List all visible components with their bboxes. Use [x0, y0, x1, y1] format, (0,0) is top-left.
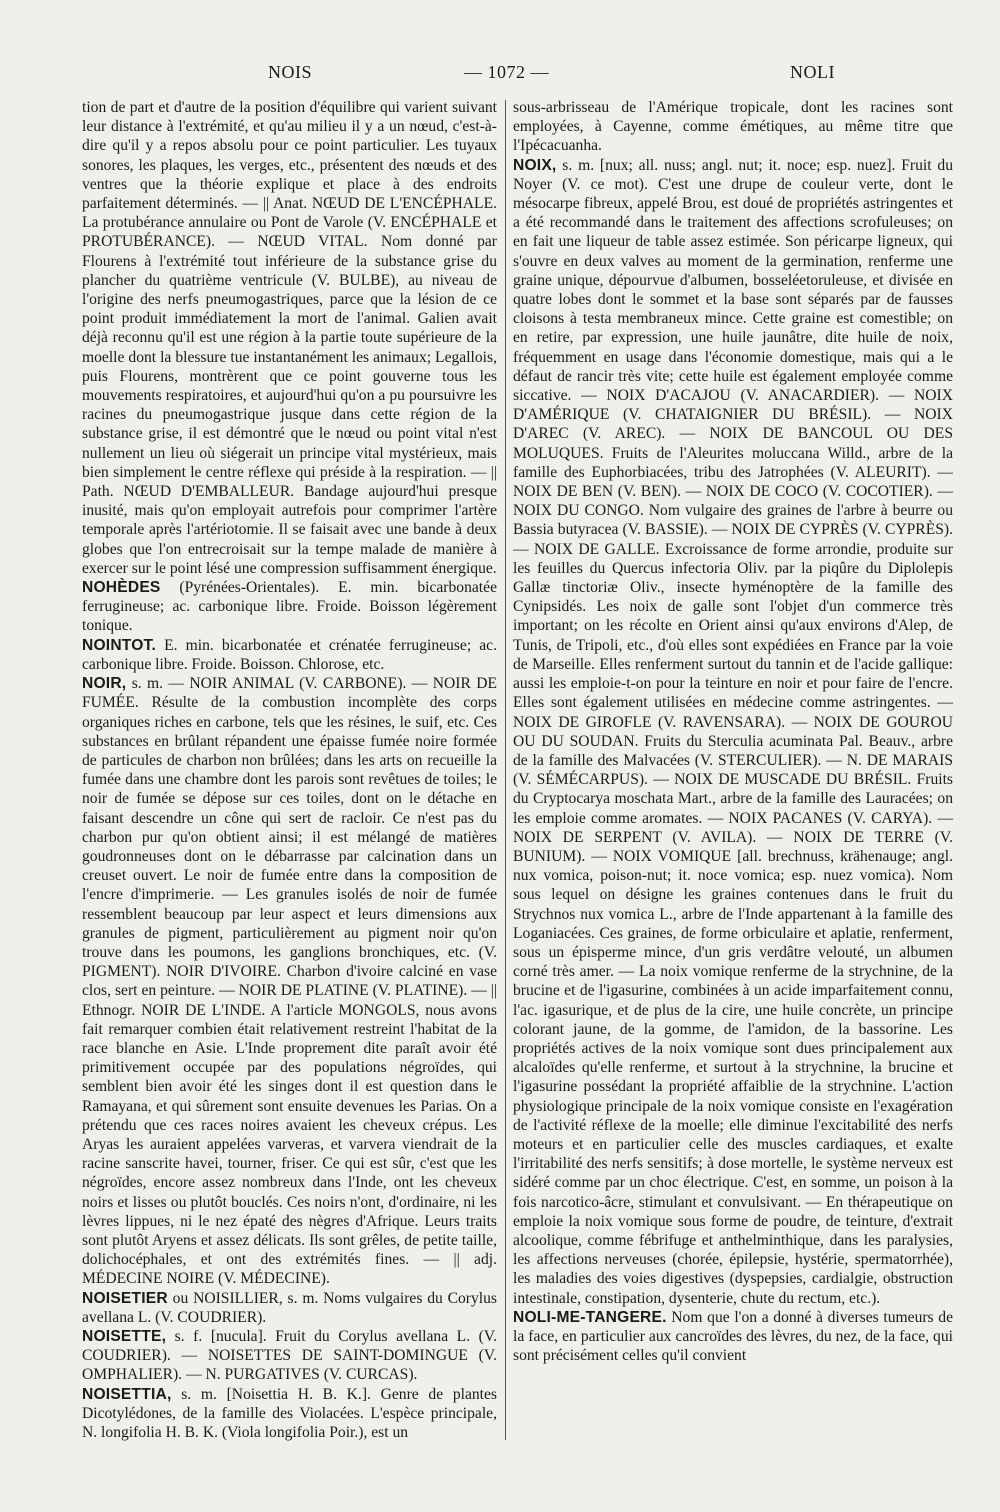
entry-head: NOISETTIA,: [82, 1385, 172, 1403]
entry-paragraph: [82, 578, 497, 636]
entry-paragraph: [82, 1289, 497, 1327]
entry-text: ou NOISILLIER, s. m. Noms vulgaires du Corylus avellana L. (V. COUDRIER).: [82, 1289, 497, 1326]
entry-text: s. f. [nucula]. Fruit du Corylus avellana L. (V. COUDRIER). — NOISETTES DE SAINT-DOMINGUE (V. OMPHALIER). — N. PURGATIVES (V. CURCAS).: [82, 1328, 497, 1384]
entry-paragraph: [513, 156, 953, 1308]
entry-text: s. m. — NOIR ANIMAL (V. CARBONE). — NOIR DE FUMÉE. Résulte de la combustion incomplète des corps organiques riches en carbone, tels que les résines, le suif, etc. Ces substances en brûlant répandent une épaisse fumée noire formée de particules de charbon non brûlées; dans les arts on recueille la fumée dans une chambre dont les parois sont revêtues de toiles; le noir de fumée se dépose sur ces toiles, dont on le détache en faisant descendre un cône qui sert de racloir. Ce n'est pas du charbon pur qu'on obtient ainsi; il est mélangé de matières goudronneuses dont on le débarrasse par calcination dans un creuset ouvert. Le noir de fumée entre dans la composition de l'encre d'imprimerie. — Les granules isolés de noir de fumée ressemblent beaucoup par leur aspect et leurs dimensions aux granules de pigment, particulièrement au pigment noir qu'on trouve dans les poumons, les ganglions bronchiques, etc. (V. PIGMENT). NOIR D'IVOIRE. Charbon d'ivoire calciné en vase clos, sert en peinture. — NOIR DE PLATINE (V. PLATINE). — || Ethnogr. NOIR DE L'INDE. A l'article MONGOLS, nous avons fait remarquer combien était relativement restreint l'habitat de la race blanche en Asie. L'Inde proprement dite paraît avoir été primitivement occupée par des populations négroïdes, qui semblent bien avoir été les singes dont il est question dans le Ramayana, et qui sûrement sont ensuite devenues les Parias. On a prétendu que ces races noires avaient les cheveux crépus. Les Aryas les auraient appelées varveras, et varvera viendrait de la racine sanscrite havei, tourner, friser. Ce qui est sûr, c'est que les négroïdes, encore assez nombreux dans l'Inde, ont les cheveux noirs et lisses ou plutôt bouclés. Ces noirs n'ont, d'ordinaire, ni les lèvres lippues, ni le nez épaté des nègres d'Afrique. Leurs traits sont plutôt Aryens et assez délicats. Ils sont grêles, de petite taille, dolichocéphales, et ont des extrémités fines. — || adj. MÉDECINE NOIRE (V. MÉDECINE).: [82, 675, 497, 1288]
header-left-word: NOIS: [268, 62, 313, 82]
entry-head: NOISETIER: [82, 1289, 168, 1307]
entry-paragraph: [513, 98, 953, 156]
entry-head: NOINTOT.: [82, 636, 157, 654]
entry-text: E. min. bicarbonatée et crénatée ferrugineuse; ac. carbonique libre. Froide. Boisson. Chlorose, etc.: [82, 636, 497, 673]
page-header: [60, 62, 940, 88]
entry-text: Nom que l'on a donné à diverses tumeurs de la face, en particulier aux cancroïdes des lèvres, du nez, de la face, qui sont précisément celles qu'il convient: [513, 1308, 953, 1365]
entry-paragraph: [82, 98, 497, 578]
entry-text: (Pyrénées-Orientales). E. min. bicarbonatée ferrugineuse; ac. carbonique libre. Froide. Boisson légèrement tonique.: [82, 579, 497, 635]
entry-head: NOIR,: [82, 675, 127, 693]
entry-head: NOHÈDES: [82, 579, 161, 597]
entry-text: tion de part et d'autre de la position d'équilibre qui varient suivant leur distance à l'extrémité, et qu'au milieu il y a un nœud, c'est-à-dire qu'il y a repos absolu pour ce point particulier. Les tuyaux sonores, les plaques, les verges, etc., présentent des nœuds et des ventres que la théorie explique et place à des endroits parfaitement déterminés. — || Anat. NŒUD DE L'ENCÉPHALE. La protubérance annulaire ou Pont de Varole (V. ENCÉPHALE et PROTUBÉRANCE). — NŒUD VITAL. Nom donné par Flourens à l'extrémité tout inférieure de la substance grise du plancher du quatrième ventricule (V. BULBE), au niveau de l'origine des nerfs pneumogastriques, parce que la lésion de ce point produit immédiatement la mort de l'animal. Galien avait déjà reconnu qu'il est une région à la partie toute supérieure de la moelle dont la blessure tue instantanément les animaux; Legallois, puis Flourens, montrèrent que ce point gouverne tous les mouvements respiratoires, et aujourd'hui qu'on a pu poursuivre les racines du pneumogastrique jusque dans cette région de la substance grise, il est démontré que le nœud ou point vital n'est nullement un lieu où siégerait un principe vital mystérieux, mais bien simplement le centre réflexe qui préside à la respiration. — || Path. NŒUD D'EMBALLEUR. Bandage aujourd'hui presque inusité, mais qu'on employait autrefois pour comprimer l'artère temporale après l'artériotomie. Il se faisait avec une bande à deux globes que l'on entrecroisait sur la tempe malade de manière à exercer sur le point lésé une compression suffisamment énergique.: [82, 99, 497, 577]
entry-text: s. m. [Noisettia H. B. K.]. Genre de plantes Dicotylédones, de la famille des Violacées. L'espèce principale, N. longifolia H. B. K. (Viola longifolia Poir.), est un: [82, 1385, 497, 1442]
entry-paragraph: [82, 1327, 497, 1385]
entry-paragraph: [513, 1308, 953, 1366]
entry-head: NOISETTE,: [82, 1328, 167, 1345]
entry-paragraph: [82, 1385, 497, 1443]
column-divider: [505, 100, 506, 1440]
page-number: — 1072 —: [464, 62, 549, 82]
entry-head: NOIX,: [513, 156, 557, 174]
entry-text: sous-arbrisseau de l'Amérique tropicale, dont les racines sont employées, à Cayenne, comme émétiques, au même titre que l'Ipécacuanha.: [513, 99, 953, 155]
entry-text: s. m. [nux; all. nuss; angl. nut; it. noce; esp. nuez]. Fruit du Noyer (V. ce mot). C'est une drupe de couleur verte, dont le mésocarpe fibreux, appelé Brou, est doué de propriétés astringentes et a été recommandé dans le traitement des affections scrofuleuses; on en fait une liqueur de table assez estimée. Son péricarpe ligneux, qui s'ouvre en deux valves au moment de la germination, renferme une graine unique, dépourvue d'albumen, bosseléetoruleuse, et divisée en quatre lobes dont le sommet et la base sont séparés par de fausses cloisons à testa membraneux mince. Cette graine est comestible; on en retire, par expression, une huile jaunâtre, dite huile de noix, fréquemment en usage dans l'économie domestique, mais qui a le défaut de rancir très vite; cette huile est également employée comme siccative. — NOIX D'ACAJOU (V. ANACARDIER). — NOIX D'AMÉRIQUE (V. CHATAIGNIER DU BRÉSIL). — NOIX D'AREC (V. AREC). — NOIX DE BANCOUL OU DES MOLUQUES. Fruits de l'Aleurites moluccana Willd., arbre de la famille des Euphorbiacées, tribu des Jatrophées (V. ALEURIT). — NOIX DE BEN (V. BEN). — NOIX DE COCO (V. COCOTIER). — NOIX DU CONGO. Nom vulgaire des graines de l'arbre à beurre ou Bassia butyracea (V. BASSIE). — NOIX DE CYPRÈS (V. CYPRÈS). — NOIX DE GALLE. Excroissance de forme arrondie, produite sur les feuilles du Quercus infectoria Oliv. par la piqûre du Diplolepis Gallæ tinctoriæ Oliv., insecte hyménoptère de la famille des Cynipsidés. Les noix de galle sont l'objet d'un commerce très important; on les récolte en Orient ainsi qu'aux environs d'Alep, de Tunis, de Tripoli, etc., d'où elles sont expédiées en France par la voie de Marseille. Elles renferment surtout du tannin et de l'acide gallique: aussi les emploie-t-on pour la teinture en noir et pour faire de l'encre. Elles sont également utilisées en médecine comme astringentes. — NOIX DE GIROFLE (V. RAVENSARA). — NOIX DE GOUROU OU DU SOUDAN. Fruits du Sterculia acuminata Pal. Beauv., arbre de la famille des Malvacées (V. STERCULIER). — N. DE MARAIS (V. SÉMÉCARPUS). — NOIX DE MUSCADE DU BRÉSIL. Fruits du Cryptocarya moschata Mart., arbre de la famille des Lauracées; on les emploie comme aromates. — NOIX PACANES (V. CARYA). — NOIX DE SERPENT (V. AVILA). — NOIX DE TERRE (V. BUNIUM). — NOIX VOMIQUE [all. brechnuss, krähenauge; angl. nux vomica, poison-nut; it. noce vomica; esp. nuez vomica). Nom sous lequel on désigne les graines contenues dans le fruit du Strychnos nux vomica L., arbre de l'Inde appartenant à la famille des Loganiacées. Ces graines, de forme orbiculaire et aplatie, renferment, sous un épisperme mince, d'un gris verdâtre velouté, un albumen corné très amer. — La noix vomique renferme de la strychnine, de la brucine et de l'igasurine, combinées à un acide imparfaitement connu, l'ac. igasurique, et de plus de la cire, une huile concrète, un principe colorant jaune, de la gomme, de l'amidon, de la bassorine. Les propriétés actives de la noix vomique sont dues principalement aux alcaloïdes qu'elle renferme, et surtout à la strychnine, la brucine et l'igasurine possédant la propriété affaiblie de la strychnine. L'action physiologique principale de la noix vomique consiste en l'exagération de l'activité réflexe de la moelle; elle diminue l'excitabilité des nerfs moteurs et en particulier celle des muscles cardiaques, et exalte l'irritabilité des nerfs sensitifs; à dose mortelle, le système nerveux est sidéré comme par un choc électrique. C'est, en somme, un poison à la fois narcotico-âcre, stimulant et convulsivant. — En thérapeutique on emploie la noix vomique sous forme de poudre, de teinture, d'extrait alcoolique, comme fébrifuge et anthelminthique, dans les paralysies, les affections nerveuses (chorée, épilepsie, hystérie, spermatorrhée), les maladies des voies digestives (dyspepsies, cardialgie, obstruction intestinale, constipation, dysenterie, chute du rectum, etc.).: [513, 156, 953, 1307]
right-column: [513, 98, 953, 1365]
entry-head: NOLI-ME-TANGERE.: [513, 1308, 667, 1326]
entry-paragraph: [82, 636, 497, 674]
header-right-word: NOLI: [790, 62, 835, 82]
entry-paragraph: [82, 674, 497, 1289]
left-column: [82, 98, 497, 1442]
